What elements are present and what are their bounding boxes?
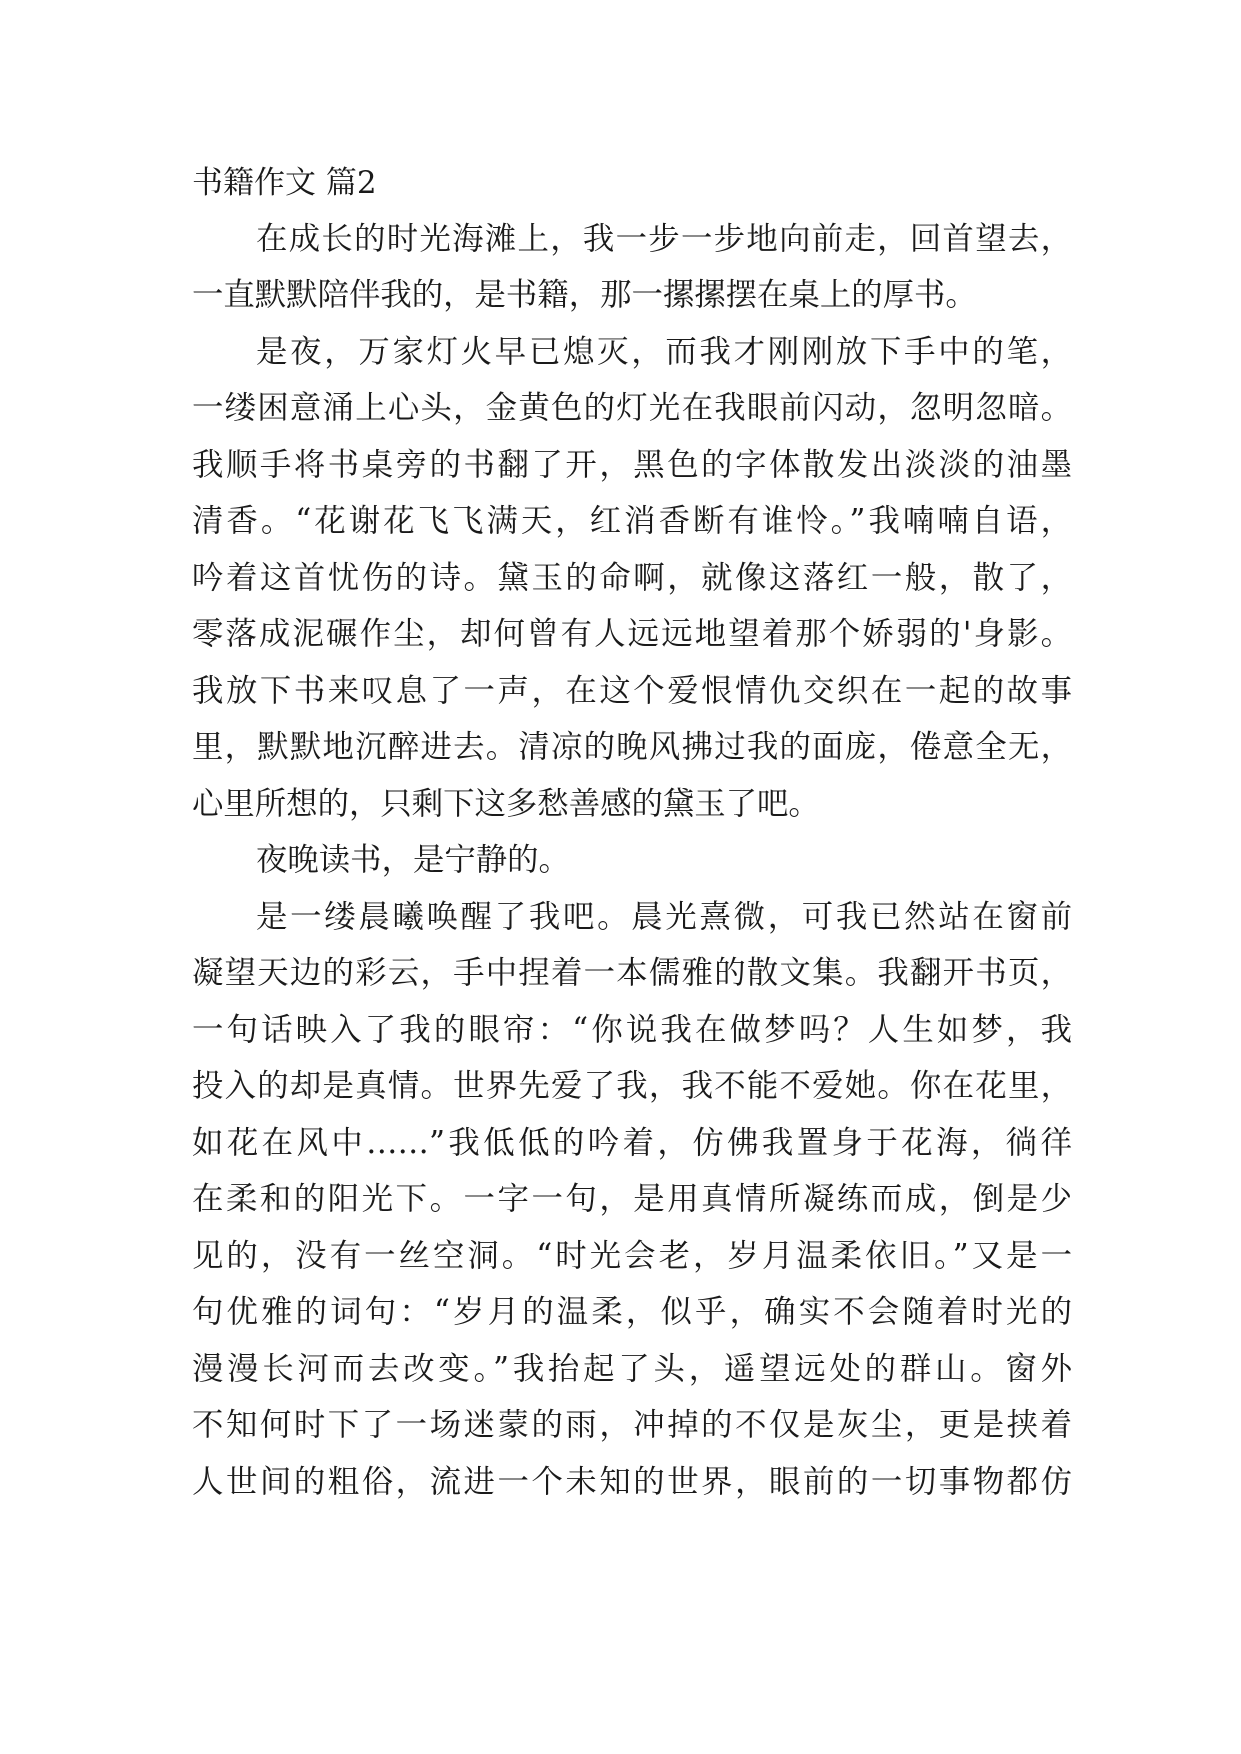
text-line: 是一缕晨曦唤醒了我吧。晨光熹微，可我已然站在窗前 xyxy=(256,899,1072,935)
text-line: 里，默默地沉醉进去。清凉的晚风拂过我的面庞，倦意全无， xyxy=(192,729,1072,765)
text-line: 投入的却是真情。世界先爱了我，我不能不爱她。你在花里， xyxy=(192,1068,1072,1104)
text-line: 凝望天边的彩云，手中捏着一本儒雅的散文集。我翻开书页， xyxy=(192,955,1072,991)
text-line: 零落成泥碾作尘，却何曾有人远远地望着那个娇弱的'身影。 xyxy=(192,616,1072,652)
text-line: 心里所想的，只剩下这多愁善感的黛玉了吧。 xyxy=(192,786,820,822)
text-line: 一缕困意涌上心头，金黄色的灯光在我眼前闪动，忽明忽暗。 xyxy=(192,390,1072,426)
text-line: 句优雅的词句：“岁月的温柔，似乎，确实不会随着时光的 xyxy=(192,1294,1072,1330)
text-line: 见的，没有一丝空洞。“时光会老，岁月温柔依旧。”又是一 xyxy=(192,1238,1072,1274)
text-line: 人世间的粗俗，流进一个未知的世界，眼前的一切事物都仿 xyxy=(192,1464,1072,1500)
text-line: 是夜，万家灯火早已熄灭，而我才刚刚放下手中的笔， xyxy=(256,334,1072,370)
article-heading: 书籍作文 篇2 xyxy=(192,165,377,201)
text-line: 不知何时下了一场迷蒙的雨，冲掉的不仅是灰尘，更是挟着 xyxy=(192,1407,1072,1443)
text-line: 我放下书来叹息了一声，在这个爱恨情仇交织在一起的故事 xyxy=(192,673,1072,709)
text-line: 清香。“花谢花飞飞满天，红消香断有谁怜。”我喃喃自语， xyxy=(192,503,1072,539)
text-line: 一句话映入了我的眼帘：“你说我在做梦吗？人生如梦，我 xyxy=(192,1012,1072,1048)
text-line: 如花在风中……”我低低的吟着，仿佛我置身于花海，徜徉 xyxy=(192,1125,1072,1161)
text-line: 我顺手将书桌旁的书翻了开，黑色的字体散发出淡淡的油墨 xyxy=(192,447,1072,483)
text-line: 在柔和的阳光下。一字一句，是用真情所凝练而成，倒是少 xyxy=(192,1181,1072,1217)
text-line: 夜晚读书，是宁静的。 xyxy=(256,842,570,878)
text-line: 在成长的时光海滩上，我一步一步地向前走，回首望去， xyxy=(256,221,1072,257)
text-line: 漫漫长河而去改变。”我抬起了头，遥望远处的群山。窗外 xyxy=(192,1351,1072,1387)
text-line: 一直默默陪伴我的，是书籍，那一摞摞摆在桌上的厚书。 xyxy=(192,277,977,313)
text-line: 吟着这首忧伤的诗。黛玉的命啊，就像这落红一般，散了， xyxy=(192,560,1072,596)
